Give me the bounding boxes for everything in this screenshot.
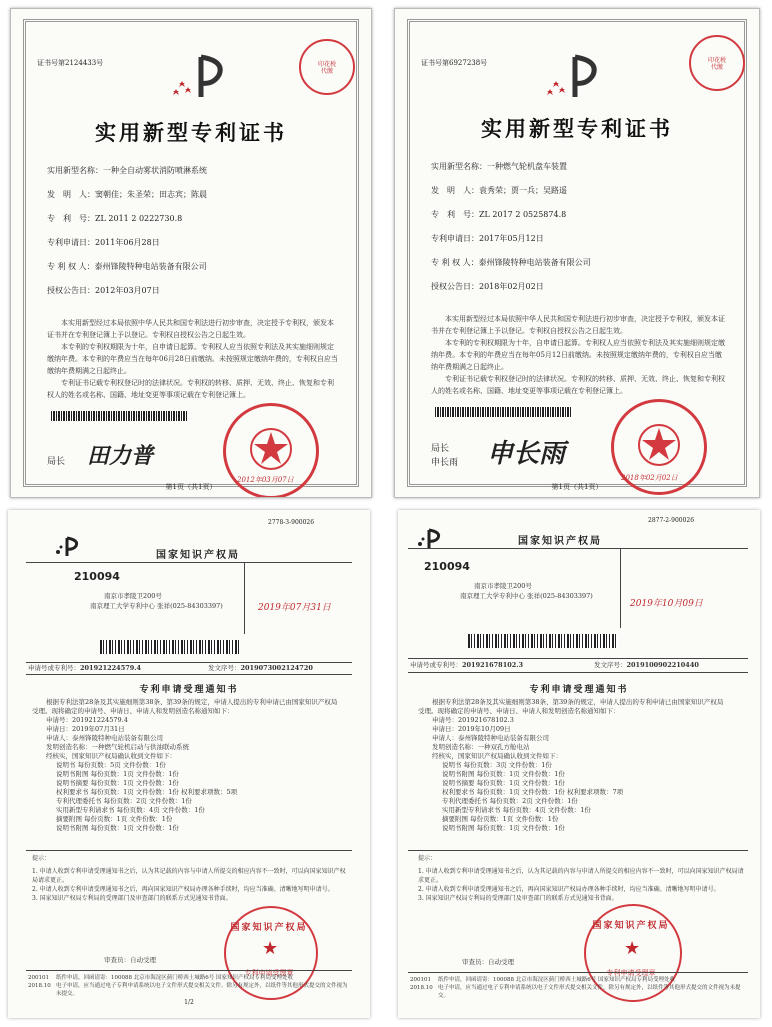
address: 南京市孝陵卫200号 bbox=[474, 582, 532, 590]
divider bbox=[408, 850, 748, 851]
field-row: 实用新型名称：一种全自动雾状消防喷淋系统 bbox=[47, 166, 207, 175]
divider bbox=[408, 972, 748, 973]
notice-title: 专利申请受理通知书 bbox=[529, 685, 629, 695]
barcode bbox=[100, 640, 240, 654]
page-indicator: 第1页（共1页） bbox=[165, 483, 217, 491]
postcode: 210094 bbox=[424, 560, 470, 573]
field-row: 专 利 号：ZL 2011 2 0222730.8 bbox=[47, 214, 183, 223]
notice-footer: 纸件申请，回函请寄：100088 北京市海淀区蓟门桥西土城路6号 国家知识产权局专利局受理处收 电子申请，应当通过电子专利申请系统以电子文件形式提交相关文件。除另有规定外，以纸件等其他形式提交的文件视为未提交。 bbox=[56, 975, 348, 997]
page-indicator: 1/2 bbox=[184, 999, 194, 1006]
divider bbox=[244, 562, 245, 634]
field-row: 专利申请日：2011年06月28日 bbox=[47, 238, 160, 247]
certificate-body: 本实用新型经过本局依照中华人民共和国专利法进行初步审查，决定授予专利权，颁发本证书并在专利登记簿上予以登记。专利权自授权公告之日起生效。 本专利的专利权期限为十年，自申请日起算。专利权人应当依照专利法及其实施细则规定缴纳年费。本专利的年费应当在每年05月12日前缴纳。未按照规定缴纳年费的，专利权自应当缴纳年费期满之日起终止。 专利证书记载专利权登记时的法律状况。专利权的转移、质押、无效、终止、恢复和专利权人的姓名或名称、国籍、地址变更等事项记载在专利登记簿上。 bbox=[431, 315, 725, 395]
divider bbox=[26, 970, 352, 971]
office-name: 国家知识产权局 bbox=[156, 550, 240, 561]
barcode bbox=[435, 407, 571, 417]
director-label: 局长 bbox=[431, 444, 450, 454]
patent-certificate-1 bbox=[10, 8, 372, 498]
notice-footer: 纸件申请，回函请寄：100088 北京市海淀区蓟门桥西土城路6号 国家知识产权局专利局受理处收 电子申请，应当通过电子专利申请系统以电子文件形式提交相关文件。除另有规定外，以纸件等其他形式提交的文件视为未提交。 bbox=[438, 977, 741, 999]
star-icon: ★ bbox=[624, 938, 641, 959]
examiner: 审查员：自动受理 bbox=[104, 956, 156, 964]
director-signature: 申长雨 bbox=[487, 439, 566, 469]
notice-remarks: 提示： 1. 申请人收到专利申请受理通知书之后，认为其记载的内容与申请人所提交的相应内容不一致时，可以向国家知识产权局请求更正。 2. 申请人收到专利申请受理通知书之后，再向国家知识产权局办理各种手续时，均应当准确、清晰地写明申请号。 3. 国家知识产权局专利局的受理部门及审查部门的联系方式见通知书背面。 bbox=[418, 855, 744, 902]
field-row: 专 利 权 人：泰州锋陵特种电站装备有限公司 bbox=[431, 258, 591, 267]
stamp-seal-top-right: 印花税 代缴 bbox=[299, 39, 355, 95]
notice-code: 2778-3-900026 bbox=[268, 519, 315, 526]
divider bbox=[26, 662, 352, 663]
application-number-row: 申请号或专利号：201921678102.3 bbox=[410, 661, 524, 669]
field-row: 发 明 人：窦朝佳；朱圣荣；田志宾；陈晨 bbox=[47, 190, 207, 199]
field-row: 实用新型名称：一种燃气轮机盘车装置 bbox=[431, 162, 567, 171]
barcode bbox=[51, 411, 187, 421]
field-row: 授权公告日：2018年02月02日 bbox=[431, 282, 544, 291]
cnipa-logo-icon bbox=[52, 536, 82, 558]
field-row: 专利申请日：2017年05月12日 bbox=[431, 234, 544, 243]
stamp-seal-top-right: 印花税 代缴 bbox=[689, 35, 745, 91]
acceptance-notice-2 bbox=[398, 510, 760, 1018]
examiner: 审查员：自动受理 bbox=[462, 958, 514, 966]
cnipa-logo-icon bbox=[414, 528, 444, 550]
notice-date: 2019年10月09日 bbox=[630, 599, 703, 609]
director-name: 申长雨 bbox=[431, 458, 459, 468]
certificate-fields bbox=[431, 161, 591, 305]
emblem-icon bbox=[248, 426, 294, 472]
patent-certificate-2 bbox=[394, 8, 760, 498]
application-number-row: 申请号或专利号：201921224579.4 bbox=[28, 664, 142, 672]
certificate-body: 本实用新型经过本局依照中华人民共和国专利法进行初步审查，决定授予专利权，颁发本证书并在专利登记簿上予以登记。专利权自授权公告之日起生效。 本专利的专利权期限为十年，自申请日起算。专利权人应当依照专利法及其实施细则规定缴纳年费。本专利的年费应当在每年06月28日前缴纳。未按照规定缴纳年费的，专利权自应当缴纳年费期满之日起终止。 专利证书记载专利权登记时的法律状况。专利权的转移、质押、无效、终止、恢复和专利权人的姓名或名称、国籍、地址变更等事项记载在专利登记簿上。 bbox=[47, 319, 338, 399]
star-icon: ★ bbox=[262, 938, 279, 959]
office-name: 国家知识产权局 bbox=[518, 536, 602, 547]
notice-date: 2019年07月31日 bbox=[258, 603, 331, 613]
divider bbox=[26, 562, 352, 563]
divider bbox=[620, 548, 621, 628]
field-row: 专 利 号：ZL 2017 2 0525874.8 bbox=[431, 210, 567, 219]
recipient: 南京理工大学专利中心 张祥(025-84303397) bbox=[90, 602, 223, 610]
barcode bbox=[468, 634, 618, 648]
recipient: 南京理工大学专利中心 张祥(025-84303397) bbox=[460, 592, 593, 600]
field-row: 发 明 人：袁秀荣；贾一兵；吴路遥 bbox=[431, 186, 567, 195]
director-label: 局长 bbox=[47, 457, 66, 467]
certificate-title: 实用新型专利证书 bbox=[481, 116, 673, 141]
field-row: 授权公告日：2012年03月07日 bbox=[47, 286, 160, 295]
field-row: 专 利 权 人：泰州锋陵特种电站装备有限公司 bbox=[47, 262, 207, 271]
notice-title: 专利申请受理通知书 bbox=[139, 685, 239, 695]
divider bbox=[408, 672, 748, 673]
emblem-icon bbox=[636, 422, 682, 468]
certificate-title: 实用新型专利证书 bbox=[95, 120, 287, 145]
acceptance-seal: 国家知识产权局 ★ 专利申请受理章 bbox=[224, 906, 318, 1000]
notice-body: 根据专利法第28条及其实施细则第38条、第39条的规定，申请人提出的专利申请已由国家知识产权局 受理。现将确定的申请号、申请日、申请人和发明创造名称通知如下： 申请号：201921678102.3 申请日：2019年10月09日 申请人：泰州锋陵特种电站装备有限公司 发明创造名称：一种双孔方舱电站 经核实，国家知识产权局确认收到文件如下： 说明书 每份页数：3页 文件份数：1份 说明书附图 每份页数：1页 文件份数：1份 说明书摘要 每份页数：1页 文件份数：1份 权利要求书 每份页数：1页 文件份数：1份 权利要求项数：7项 专利代理委托书 每份页数：2页 文件份数：1份 实用新型专利请求书 每份页数：4页 文件份数：1份 摘要附图 每份页数：1页 文件份数：1份 说明书附图 每份页数：1页 文件份数：1份 bbox=[418, 698, 724, 832]
notice-body: 根据专利法第28条及其实施细则第38条、第39条的规定，申请人提出的专利申请已由国家知识产权局 受理。现将确定的申请号、申请日、申请人和发明创造名称通知如下： 申请号：201921224579.4 申请日：2019年07月31日 申请人：泰州锋陵特种电站装备有限公司 发明创造名称：一种燃气轮机启动与供油联动系统 经核实，国家知识产权局确认收到文件如下： 说明书 每份页数：5页 文件份数：1份 说明书附图 每份页数：1页 文件份数：1份 说明书摘要 每份页数：1页 文件份数：1份 权利要求书 每份页数：1页 文件份数：1份 权利要求项数：5项 专利代理委托书 每份页数：2页 文件份数：1份 实用新型专利请求书 每份页数：4页 文件份数：1份 摘要附图 每份页数：1页 文件份数：1份 说明书附图 每份页数：1页 文件份数：1份 bbox=[32, 698, 338, 832]
certificate-number: 证书号第2124433号 bbox=[37, 59, 104, 67]
certificate-number: 证书号第6927238号 bbox=[421, 59, 488, 67]
form-info: 200101 2018.10 bbox=[410, 977, 433, 991]
divider bbox=[408, 658, 748, 659]
notice-remarks: 提示： 1. 申请人收到专利申请受理通知书之后，认为其记载的内容与申请人所提交的相应内容不一致时，可以向国家知识产权局请求更正。 2. 申请人收到专利申请受理通知书之后，再向国家知识产权局办理各种手续时，均应当准确、清晰地写明申请号。 3. 国家知识产权局专利局的受理部门及审查部门的联系方式见通知书背面。 bbox=[32, 855, 346, 902]
patent-office-logo-icon bbox=[171, 53, 235, 101]
seal-date: 2012年03月07日 bbox=[237, 476, 294, 484]
document-number-row: 发文序号：2019073002124720 bbox=[208, 664, 313, 672]
form-info: 200101 2018.10 bbox=[28, 975, 51, 989]
acceptance-seal: 国家知识产权局 ★ 专利申请受理章 bbox=[584, 904, 682, 1002]
notice-code: 2877-2-900026 bbox=[648, 517, 695, 524]
page-indicator: 第1页（共1页） bbox=[551, 483, 603, 491]
address: 南京市孝陵卫200号 bbox=[104, 592, 162, 600]
patent-office-logo-icon bbox=[545, 53, 609, 101]
document-number-row: 发文序号：2019100902210440 bbox=[594, 661, 699, 669]
postcode: 210094 bbox=[74, 570, 120, 583]
certificate-fields bbox=[47, 165, 207, 309]
divider bbox=[26, 674, 352, 675]
divider bbox=[26, 850, 352, 851]
divider bbox=[408, 548, 748, 549]
seal-date: 2018年02月02日 bbox=[621, 474, 678, 482]
acceptance-notice-1 bbox=[8, 510, 370, 1018]
director-signature: 田力普 bbox=[87, 443, 154, 469]
